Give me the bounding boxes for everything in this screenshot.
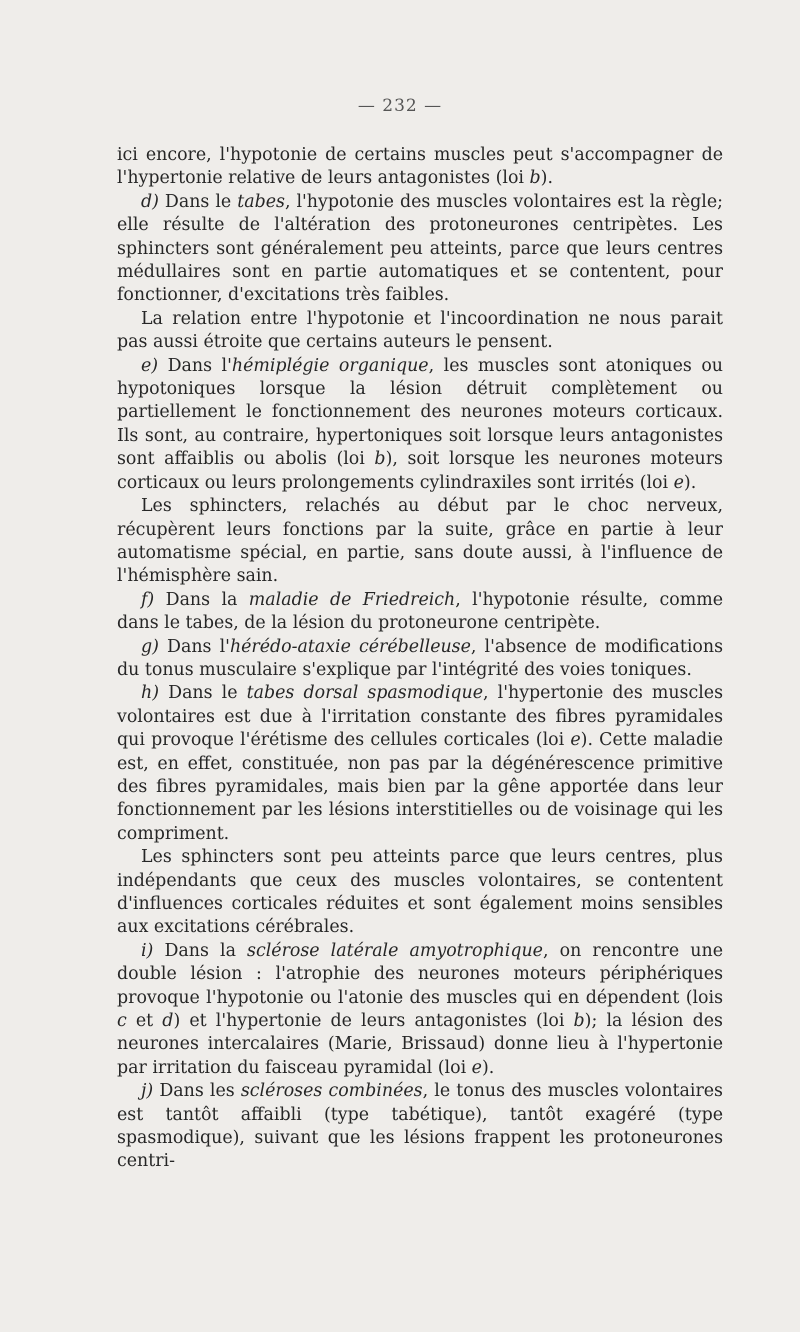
item-marker: g) [141, 636, 159, 657]
paragraph-relation: La relation entre l'hypotonie et l'incoordination ne nous parait pas aussi étroite que certains auteurs le pensent. [117, 308, 723, 353]
item-marker: i) [141, 940, 154, 961]
paragraph-i: i) Dans la sclérose latérale amyotrophique, on rencontre une double lésion : l'atrophie des neurones moteurs périphériques provoque l'hypotonie ou l'atonie des muscles qui en dépendent (lois c et d) et l'hypertonie de leurs antagonistes (loi b); la lésion des neurones intercalaires (Marie, Brissaud) donne lieu à l'hypertonie par irritation du faisceau pyramidal (loi e). [117, 940, 723, 1078]
paragraph-f: f) Dans la maladie de Friedreich, l'hypotonie résulte, comme dans le tabes, de la lésion du protoneurone centripète. [117, 589, 723, 634]
item-marker: e) [141, 355, 159, 376]
body-text [117, 144, 723, 1174]
item-marker: h) [141, 683, 159, 704]
item-marker: f) [141, 589, 155, 610]
paragraph-e: e) Dans l'hémiplégie organique, les muscles sont atoniques ou hypotoniques lorsque la lésion détruit complètement ou partiellement le fonctionnement des neurones moteurs corticaux. Ils sont, au contraire, hypertoniques soit lorsque leurs antagonistes sont affaiblis ou abolis (loi b), soit lorsque les neurones moteurs corticaux ou leurs prolongements cylindraxiles sont irrités (loi e). [117, 355, 723, 493]
paragraph-sphincters-1: Les sphincters, relachés au début par le choc nerveux, récupèrent leurs fonctions par la suite, grâce en partie à leur automatisme spécial, en partie, sans doute aussi, à l'influence de l'hémisphère sain. [117, 496, 723, 587]
page-number: — 232 — [357, 96, 443, 116]
paragraph-j: j) Dans les scléroses combinées, le tonus des muscles volontaires est tantôt affaibli (type tabétique), tantôt exagéré (type spasmodique), suivant que les lésions frappent les protoneurones centri- [117, 1081, 723, 1172]
paragraph-1: ici encore, l'hypotonie de certains muscles peut s'accompagner de l'hypertonie relative de leurs antagonistes (loi b). [117, 145, 723, 189]
item-marker: j) [141, 1081, 154, 1102]
paragraph-d: d) Dans le tabes, l'hypotonie des muscles volontaires est la règle; elle résulte de l'altération des protoneurones centripètes. Les sphincters sont généralement peu atteints, parce que leurs centres médullaires sont en partie automatiques et se contentent, pour fonctionner, d'excitations très faibles. [117, 191, 724, 306]
paragraph-sphincters-2: Les sphincters sont peu atteints parce que leurs centres, plus indépendants que ceux des muscles volontaires, se contentent d'influences corticales réduites et sont également moins sensibles aux excitations cérébrales. [117, 847, 723, 938]
item-marker: d) [141, 191, 159, 212]
paragraph-h: h) Dans le tabes dorsal spasmodique, l'hypertonie des muscles volontaires est due à l'irritation constante des fibres pyramidales qui provoque l'érétisme des cellules corticales (loi e). Cette maladie est, en effet, constituée, non pas par la dégénérescence primitive des fibres pyramidales, mais bien par la gêne apportée dans leur fonctionnement par les lésions interstitielles ou de voisinage qui les compriment. [117, 683, 724, 844]
paragraph-g: g) Dans l'hérédo-ataxie cérébelleuse, l'absence de modifications du tonus musculaire s'explique par l'intégrité des voies toniques. [117, 636, 723, 680]
